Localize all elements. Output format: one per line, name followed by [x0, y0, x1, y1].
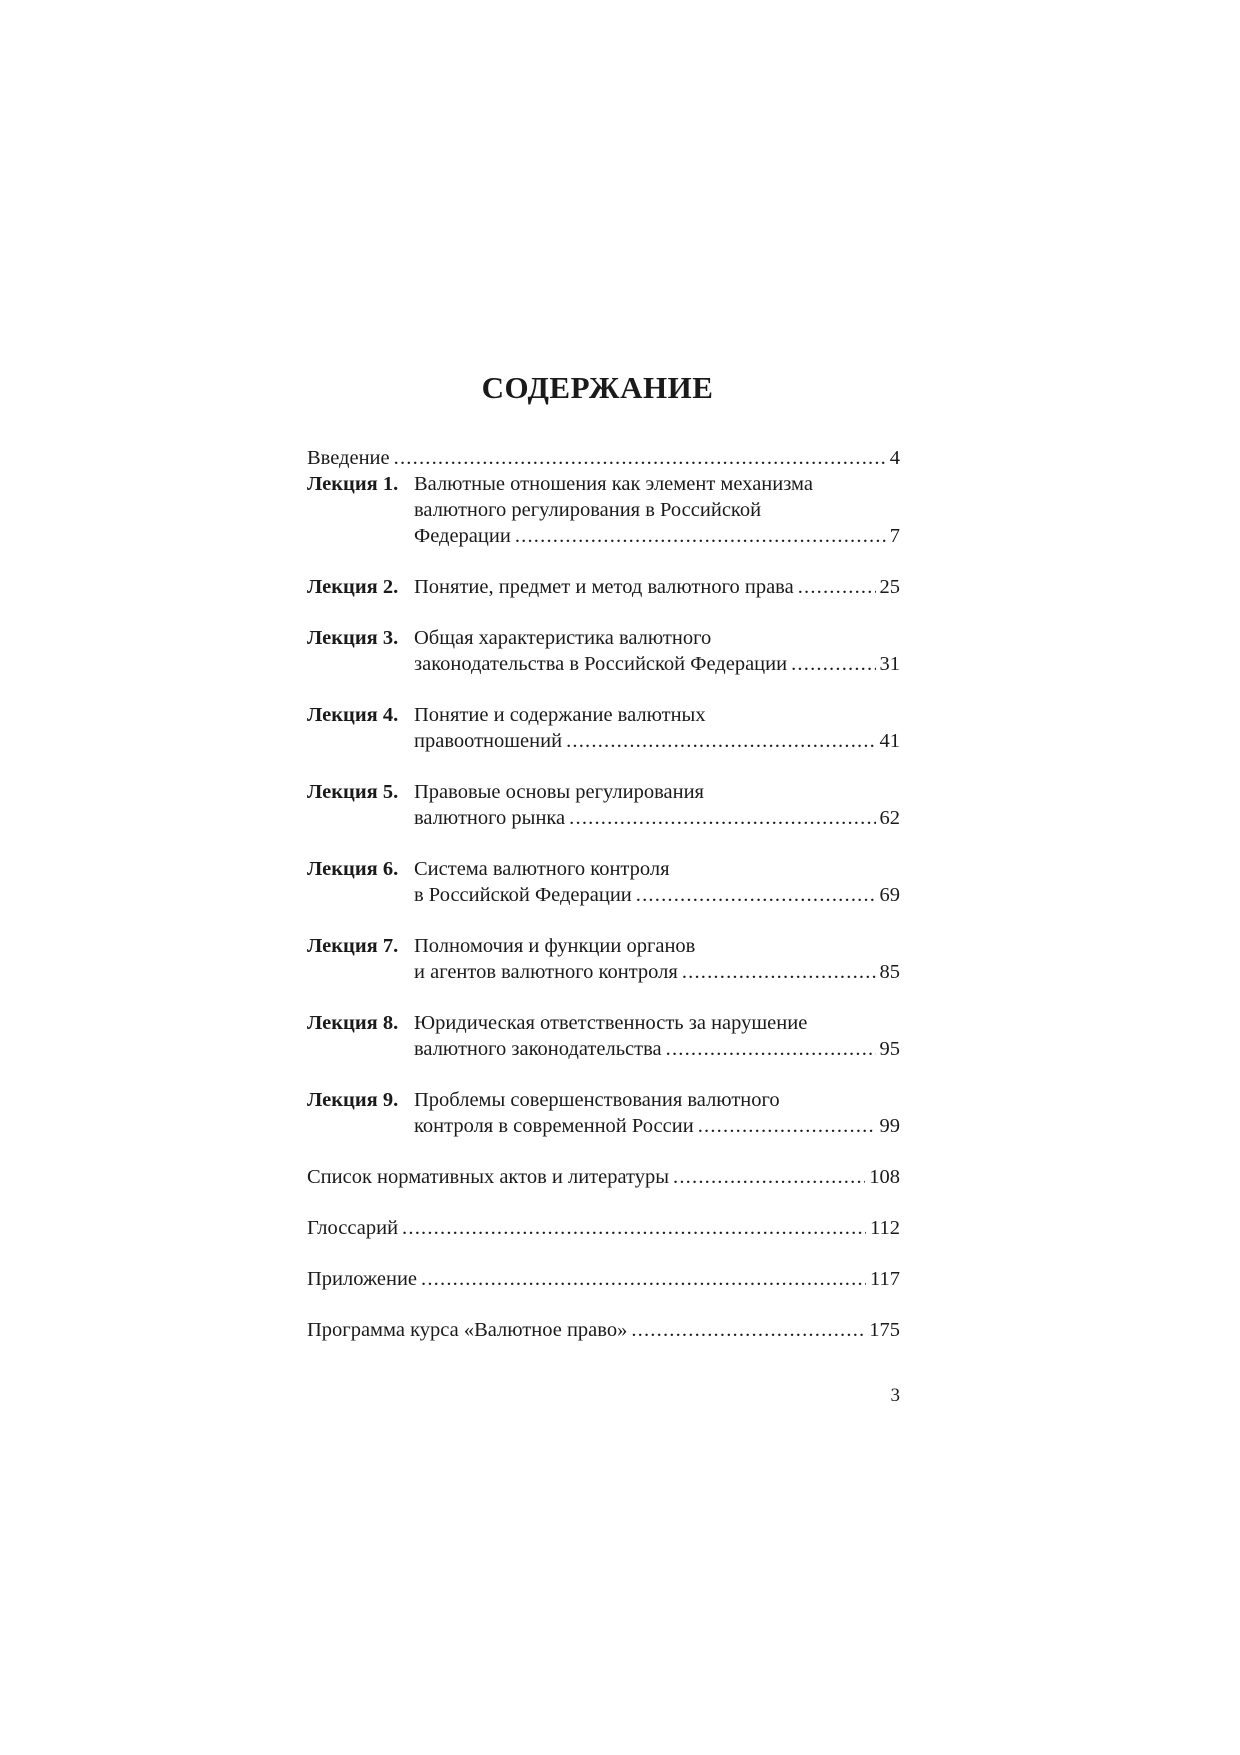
toc-entry-lecture-7[interactable] [307, 933, 900, 985]
toc-page-number: 99 [879, 1115, 900, 1137]
page-title: СОДЕРЖАНИЕ [481, 370, 714, 405]
lecture-title-line: Валютные отношения как элемент механизма [414, 473, 813, 495]
toc-entry-intro[interactable] [307, 445, 900, 471]
lecture-title-line: валютного рынка [414, 807, 566, 829]
lecture-title-line: Общая характеристика валютного [414, 627, 712, 649]
toc-entry-lecture-5[interactable] [307, 779, 900, 831]
lecture-title-line: Понятие и содержание валютных [414, 704, 706, 726]
toc-entry-references[interactable] [307, 1164, 900, 1190]
lecture-title-line: и агентов валютного контроля [414, 961, 678, 983]
toc-entry-course-program[interactable] [307, 1317, 900, 1343]
toc-entry-lecture-9[interactable] [307, 1087, 900, 1139]
toc-page-number: 85 [879, 961, 900, 983]
lecture-label: Лекция 7. [307, 935, 399, 957]
lecture-title-line: законодательства в Российской Федерации [414, 653, 788, 675]
lecture-label: Лекция 3. [307, 627, 399, 649]
toc-page-number: 7 [889, 525, 900, 547]
dot-leader [636, 882, 876, 908]
dot-leader [394, 445, 886, 471]
toc-entry-lecture-6[interactable] [307, 856, 900, 908]
toc-entry-title: Приложение [307, 1268, 418, 1290]
dot-leader [566, 728, 875, 754]
lecture-title-line: контроля в современной России [414, 1115, 694, 1137]
dot-leader [569, 805, 875, 831]
dot-leader [698, 1113, 876, 1139]
lecture-title-line: Проблемы совершенствования валютного [414, 1089, 780, 1111]
dot-leader [682, 959, 876, 985]
dot-leader [666, 1036, 876, 1062]
toc-page-number: 69 [879, 884, 900, 906]
lecture-title-line: валютного регулирования в Российской [414, 499, 762, 521]
toc-page-number: 108 [869, 1166, 900, 1188]
toc-entry-title: Глоссарий [307, 1217, 399, 1239]
lecture-title-line: в Российской Федерации [414, 884, 632, 906]
toc-entry-title: Программа курса «Валютное право» [307, 1319, 628, 1341]
toc-page-number: 4 [889, 447, 900, 469]
lecture-title-line: Система валютного контроля [414, 858, 670, 880]
dot-leader [798, 574, 876, 600]
toc-entry-lecture-8[interactable] [307, 1010, 900, 1062]
dot-leader [515, 523, 886, 549]
lecture-label: Лекция 6. [307, 858, 399, 880]
lecture-title-line: валютного законодательства [414, 1038, 662, 1060]
toc-page-number: 175 [869, 1319, 900, 1341]
toc-page-number: 112 [870, 1217, 900, 1239]
lecture-title-line: Федерации [414, 525, 511, 547]
toc-entry-lecture-3[interactable] [307, 625, 900, 677]
dot-leader [631, 1317, 865, 1343]
toc-page-number: 117 [870, 1268, 900, 1290]
page-folio-number: 3 [890, 1385, 900, 1406]
dot-leader [673, 1164, 865, 1190]
lecture-label: Лекция 9. [307, 1089, 399, 1111]
toc-page-number: 25 [879, 576, 900, 598]
lecture-label: Лекция 2. [307, 576, 399, 598]
dot-leader [791, 651, 875, 677]
lecture-title-line: Правовые основы регулирования [414, 781, 704, 803]
toc-entry-title: Введение [307, 447, 390, 469]
lecture-title-line: правоотношений [414, 730, 563, 752]
dot-leader [421, 1266, 866, 1292]
lecture-title-line: Полномочия и функции органов [414, 935, 696, 957]
lecture-label: Лекция 1. [307, 473, 399, 495]
toc-entry-lecture-1[interactable] [307, 471, 900, 549]
lecture-label: Лекция 5. [307, 781, 399, 803]
toc-entry-lecture-2[interactable] [307, 574, 900, 600]
toc-entry-title: Список нормативных актов и литературы [307, 1166, 670, 1188]
toc-page-number: 41 [879, 730, 900, 752]
toc-page-number: 95 [879, 1038, 900, 1060]
toc-page-number: 62 [879, 807, 900, 829]
lecture-label: Лекция 8. [307, 1012, 399, 1034]
lecture-title-line: Понятие, предмет и метод валютного права [414, 576, 794, 598]
lecture-label: Лекция 4. [307, 704, 399, 726]
toc-entry-appendix[interactable] [307, 1266, 900, 1292]
toc-entry-glossary[interactable] [307, 1215, 900, 1241]
dot-leader [402, 1215, 866, 1241]
table-of-contents [307, 445, 900, 1368]
toc-page-number: 31 [879, 653, 900, 675]
toc-entry-lecture-4[interactable] [307, 702, 900, 754]
lecture-title-line: Юридическая ответственность за нарушение [414, 1012, 808, 1034]
